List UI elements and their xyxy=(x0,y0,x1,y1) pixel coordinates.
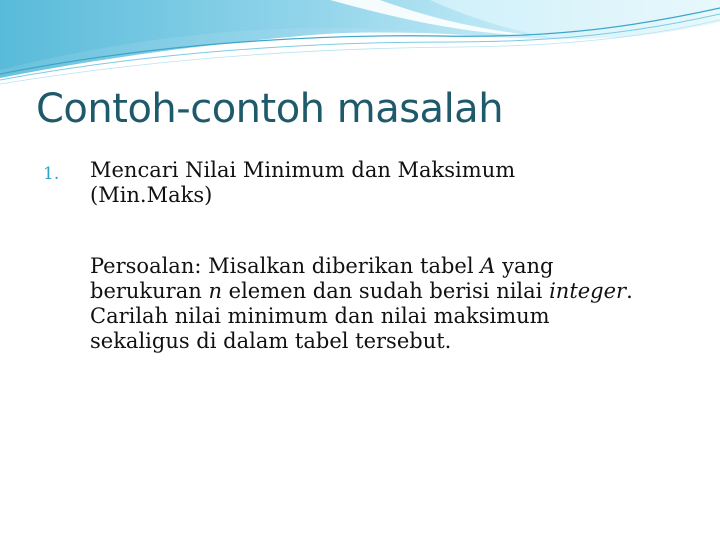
variable-n: n xyxy=(208,279,222,303)
slide-title: Contoh-contoh masalah xyxy=(36,86,504,132)
heading-line-1: Mencari Nilai Minimum dan Maksimum xyxy=(90,158,516,182)
para-line-1-text-b: yang xyxy=(495,254,554,278)
header-wave-banner xyxy=(0,0,720,90)
para-line-4: sekaligus di dalam tabel tersebut. xyxy=(90,329,452,353)
para-line-2 xyxy=(90,279,700,304)
para-line-2-text-c: . xyxy=(626,279,633,303)
list-item-number: 1. xyxy=(43,164,60,184)
para-line-1 xyxy=(90,254,700,279)
para-line-2-text-b: elemen dan sudah berisi nilai xyxy=(221,279,550,303)
para-line-3: Carilah nilai minimum dan nilai maksimum xyxy=(90,304,550,328)
para-line-1-text-a: Persoalan: Misalkan diberikan tabel xyxy=(90,254,481,278)
heading-line-2: (Min.Maks) xyxy=(90,183,213,207)
term-integer: integer xyxy=(549,279,627,303)
para-line-2-text-a: berukuran xyxy=(90,279,209,303)
variable-a: A xyxy=(480,254,496,278)
list-item-heading xyxy=(90,158,700,208)
problem-paragraph xyxy=(90,254,700,354)
